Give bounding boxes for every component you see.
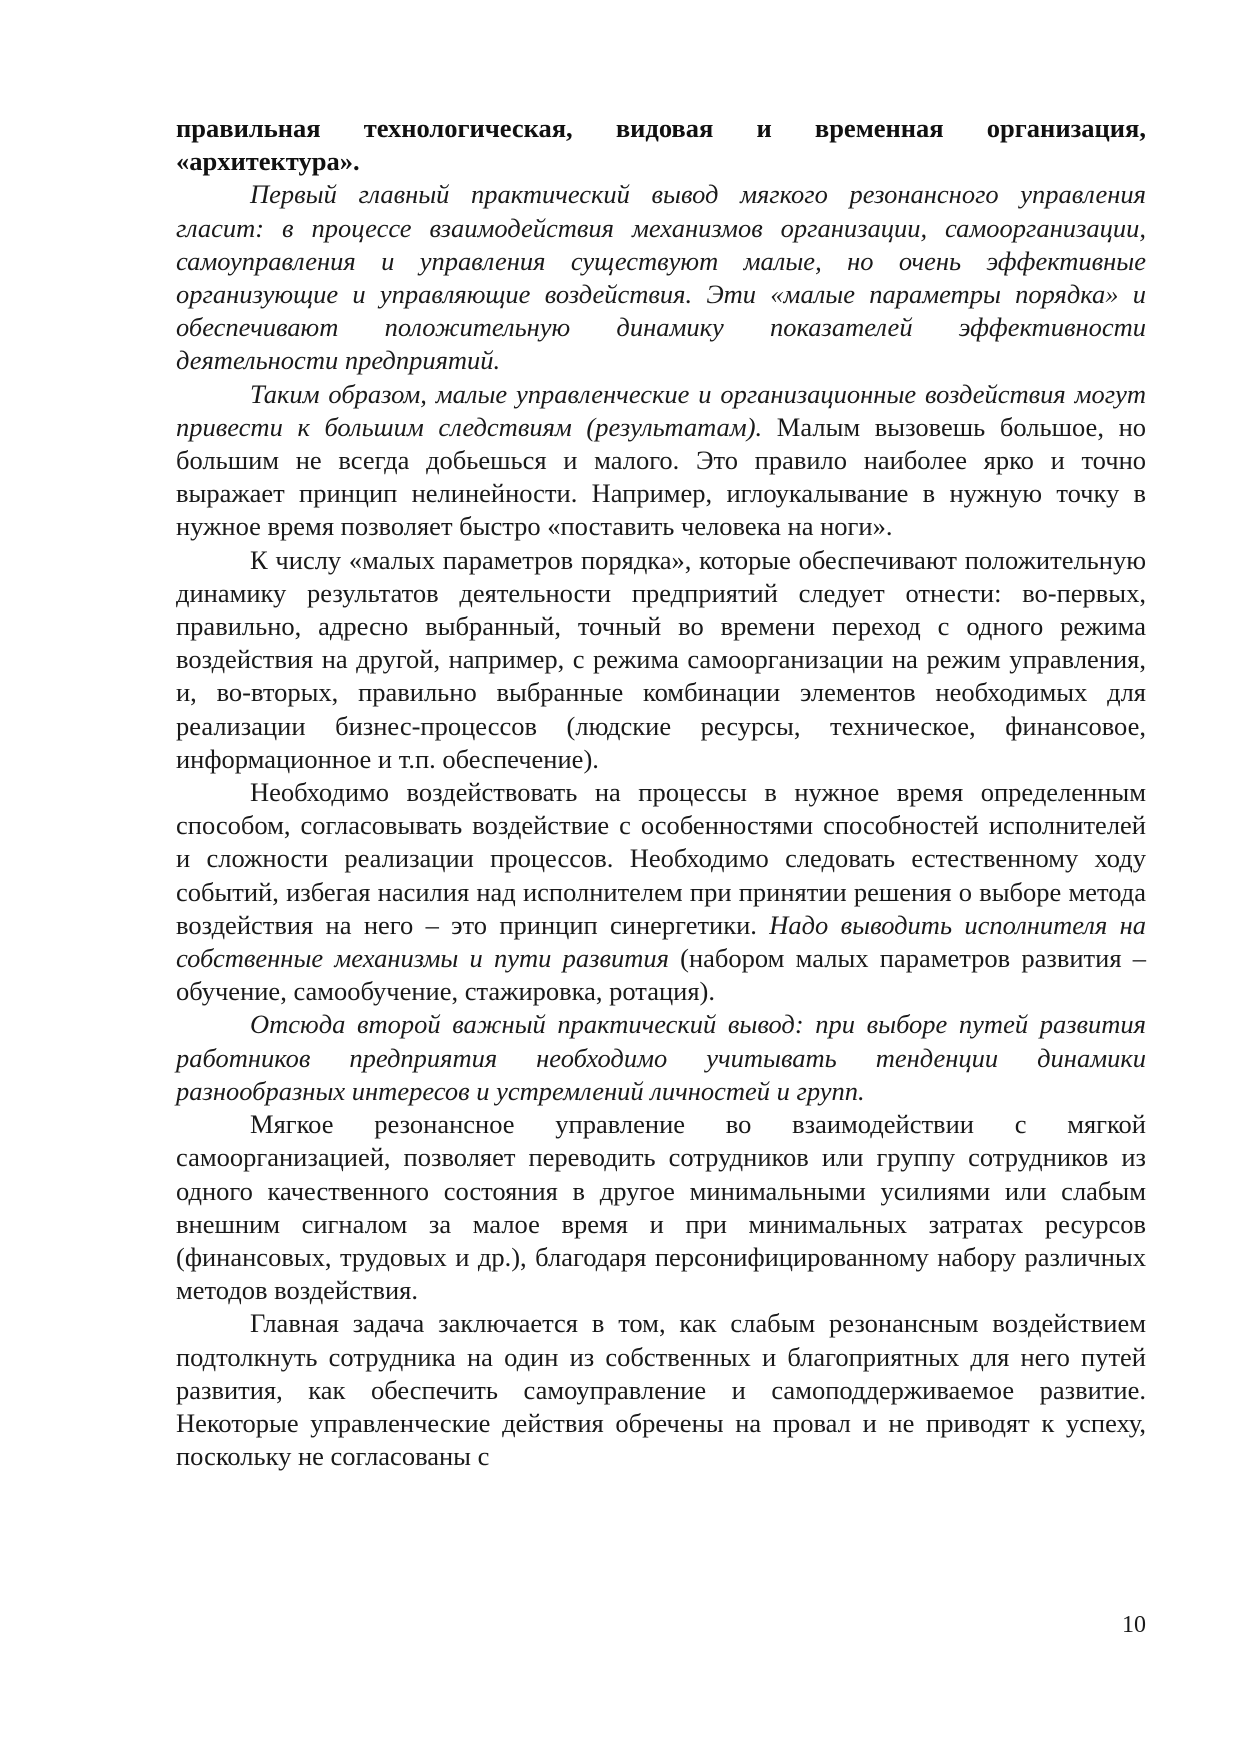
paragraph-first-conclusion: Первый главный практический вывод мягкого резонансного управления гласит: в процессе взаимодействия механизмов организации, самоорганизации, самоуправления и управления существуют малые, но очень эффективные организующие и управляющие воздействия. Эти «малые параметры порядка» и обеспечивают положительную динамику показателей эффективности деятельности предприятий. — [176, 179, 1146, 376]
synergetics-italic: Надо выводить исполнителя на собственные механизмы и пути развития — [176, 909, 1146, 974]
paragraph-second-conclusion: Отсюда второй важный практический вывод: при выборе путей развития работников предприятия необходимо учитывать тенденции динамики разнообразных интересов и устремлений личностей и групп. — [176, 1009, 1146, 1106]
paragraph-soft-management: Мягкое резонансное управление во взаимодействии с мягкой самоорганизацией, позволяет переводить сотрудников или группу сотрудников из одного качественного состояния в другое минимальными усилиями или слабым внешним сигналом за малое время и при минимальных затратах ресурсов (финансовых, трудовых и др.), благодаря персонифицированному набору различных методов воздействия. — [176, 1109, 1146, 1306]
small-actions-text: Малым вызовешь большое, но большим не всегда добьешься и малого. Это правило наиболее ярко и точно выражает принцип нелинейности. Например, иглоукалывание в нужную точку в нужное время позволяет быстро «поставить человека на ноги». — [176, 411, 1147, 542]
paragraph-order-parameters: К числу «малых параметров порядка», которые обеспечивают положительную динамику результатов деятельности предприятий следует отнести: во-первых, правильно, адресно выбранный, точный во времени переход с одного режима воздействия на другой, например, с режима самоорганизации на режим управления, и, во-вторых, правильно выбранные комбинации элементов необходимых для реализации бизнес-процессов (людские ресурсы, техническое, финансовое, информационное и т.п. обеспечение). — [176, 544, 1146, 774]
paragraph-small-actions — [176, 378, 1146, 544]
synergetics-text-start: Необходимо воздействовать на процессы в нужное время определенным способом, согласовывать воздействие с особенностями способностей исполнителей и сложности реализации процессов. Необходимо следовать естественному ходу событий, избегая насилия над исполнителем при принятии решения о выборе метода воздействия на него – это принцип синергетики. — [176, 777, 1146, 940]
document-body — [176, 112, 1146, 1473]
section-heading: правильная технологическая, видовая и временная организация, «архитектура». — [176, 113, 1146, 177]
small-actions-italic: Таким образом, малые управленческие и организационные воздействия могут привести к большим следствиям (результатам). — [176, 378, 1146, 442]
paragraph-synergetics — [176, 776, 1146, 1008]
page-number: 10 — [1122, 1612, 1146, 1638]
synergetics-text-end: (набором малых параметров развития – обучение, самообучение, стажировка, ротация). — [176, 943, 1146, 1007]
paragraph-main-task: Главная задача заключается в том, как слабым резонансным воздействием подтолкнуть сотрудника на один из собственных и благоприятных для него путей развития, как обеспечить самоуправление и самоподдерживаемое развитие. Некоторые управленческие действия обречены на провал и не приводят к успеху, поскольку не согласованы с — [176, 1308, 1146, 1472]
